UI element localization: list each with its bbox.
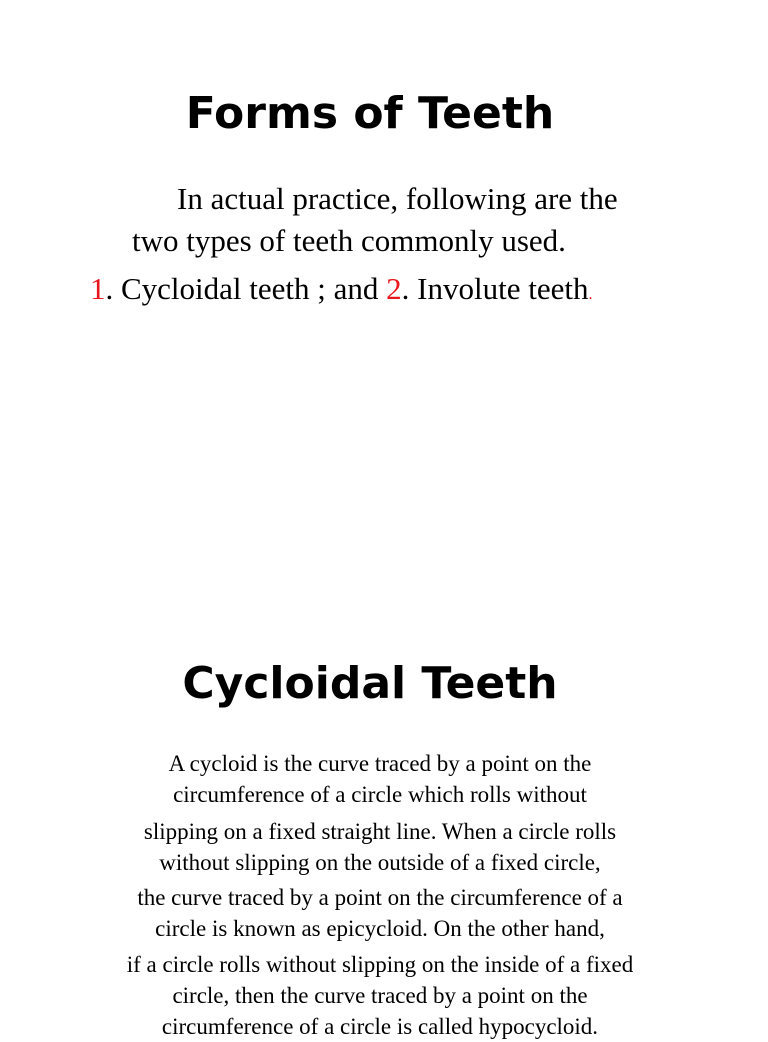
paragraph-group [60,882,700,944]
paragraph-line: A cycloid is the curve traced by a point on the [168,751,592,776]
teeth-types-list [90,273,592,304]
paragraph-group [60,748,700,810]
paragraph-line: without slipping on the outside of a fixed circle, [159,850,601,875]
slide-forms-of-teeth [0,0,768,512]
paragraph-line: circle, then the curve traced by a point on the [172,983,588,1008]
paragraph-line: circumference of a circle is called hypocycloid. [161,1014,599,1039]
paragraph-group [60,949,700,1042]
paragraph-line: slipping on a fixed straight line. When a circle rolls [143,819,617,844]
list-item-involute: . Involute teeth [401,271,589,306]
paragraph-line: the curve traced by a point on the circumference of a [137,885,623,910]
intro-text-line: two types of teeth commonly used. [132,223,566,258]
slide-cycloidal-teeth [0,512,768,1039]
list-item-cycloidal: . Cycloidal teeth ; and [105,271,387,306]
paragraph-line: circle is known as epicycloid. On the other hand, [155,916,605,941]
intro-text-line: In actual practice, following are the [177,181,618,216]
end-mark: . [588,286,593,303]
slide-title: Forms of Teeth [185,88,555,139]
paragraph-line: circumference of a circle which rolls without [173,782,587,807]
paragraph-line: if a circle rolls without slipping on the inside of a fixed [126,952,634,977]
list-number: 2 [386,271,402,306]
slide-title: Cycloidal Teeth [182,658,558,709]
paragraph-group [60,816,700,878]
list-number: 1 [90,271,106,306]
